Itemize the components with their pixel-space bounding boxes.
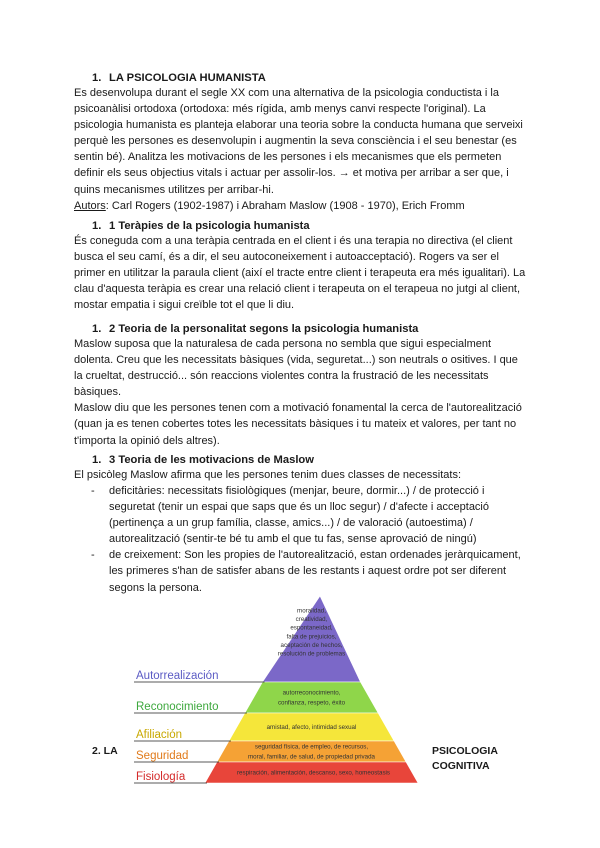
heading-number: 1.	[92, 72, 102, 84]
section-heading-cognitiva-left: 2. LA	[92, 745, 118, 757]
list-line: autorealització (sentir-te bé tu amb el que tu fas, sense aprovació de ningú)	[109, 533, 477, 546]
heading-number: 1.	[92, 454, 102, 466]
pyramid-band-text: respiración, alimentación, descanso, sexo, homeostasis	[236, 769, 391, 777]
para-line: Maslow diu que les persones tenen com a motivació fonamental la cerca de l'autorealització	[74, 402, 522, 415]
list-line: deficitàries: necessitats fisiològiques (menjar, beure, dormir...) / de protecció i	[109, 485, 485, 497]
pyramid-band-text: moral, familiar, de salud, de propiedad privada	[248, 753, 375, 761]
section-heading-cognitiva-right	[432, 744, 498, 774]
heading-title: LA PSICOLOGIA HUMANISTA	[109, 72, 266, 84]
bullet-dash: -	[91, 485, 95, 497]
pyramid-level-label: Fisiología	[136, 771, 186, 783]
para-line: clau d'aquesta teràpia es crear una relació client i terapeuta on el terapeua no jutgi al client,	[74, 283, 521, 296]
list-line: segons la persona.	[109, 581, 202, 594]
heading-title: 1 Teràpies de la psicologia humanista	[109, 220, 310, 232]
list-line: les primeres s'han de satisfer abans de les restants i aquest ordre pot ser diferent	[109, 565, 507, 578]
para-line: mostar empatia i sigui creïble tot el que li diu.	[74, 299, 295, 312]
pyramid-band-2	[245, 682, 378, 713]
heading-title: 2 Teoria de la personalitat segons la psicologia humanista	[109, 323, 419, 335]
para-line: Es desenvolupa durant el segle XX com una alternativa de la psicologia conductista i la	[74, 87, 499, 99]
bullet-dash: -	[91, 549, 95, 562]
pyramid-level-label: Seguridad	[136, 750, 189, 762]
para-line: És coneguda com a una teràpia centrada en el client i és una terapia no directiva (el client	[74, 235, 513, 247]
pyramid-band-text: amistad, afecto, intimidad sexual	[266, 724, 357, 731]
list-line: seguretat (tenir un espai que saps que és un lloc segur) / d'afecte i acceptació	[109, 501, 489, 514]
para-line: dolenta. Creu que les necessitats bàsiques (vida, seguretat...) son neutrals o ositives. I que	[74, 354, 518, 367]
pyramid-band-text: moralidad,	[297, 607, 326, 615]
para-line: bàsiques.	[74, 386, 122, 399]
heading-line: PSICOLOGIA	[432, 745, 498, 757]
para-line: Maslow suposa que la naturalesa de cada persona no sembla que sigui especialment	[74, 338, 492, 350]
para-line: sentin bé). Analitza les motivacions de les persones i els mecanismes que els permeten	[74, 151, 502, 164]
heading-number: 1.	[92, 220, 102, 232]
heading-line: COGNITIVA	[432, 760, 490, 772]
para-line: perquè les persones es desenvolupin i augmentin la seva consciència i el seu benestar (es	[74, 135, 517, 148]
para-line: quins mecanismes utilitzes per arribar-hi.	[74, 183, 274, 196]
pyramid-band-text: creatividad,	[295, 616, 328, 624]
list-line: de creixement: Son les propies de l'autorealització, estan ordenades jeràrquicament,	[109, 549, 521, 562]
pyramid-band-text: aceptación de hechos,	[280, 641, 343, 649]
para-line: definir els seus objectius vitals i actuar per assolir-los. → et motiva per arribar a ser que, i	[74, 167, 509, 180]
para-line: psicoanàlisi ortodoxa (ortodoxa: més rígida, amb menys canvi respecte l'original). La	[74, 103, 486, 116]
pyramid-level-label: Afiliación	[136, 729, 183, 741]
para-line: psicologia humanista es planteja elaborar una teoria sobre la conducta humana que serveixi	[74, 119, 523, 132]
para-line: (quan ja es tenen cobertes totes les necessitats bàsiques i tu mateix et valores, per tant no	[74, 418, 517, 431]
authors-text: : Carl Rogers (1902-1987) i Abraham Maslow (1908 - 1970), Erich Fromm	[105, 199, 465, 212]
list-line: (pertinença a un grup família, classe, amics...) / de valoració (autoestima) /	[109, 517, 473, 530]
pyramid-band-text: autorreconocimiento,	[282, 689, 341, 697]
pyramid-band-text: confianza, respeto, éxito	[277, 699, 346, 707]
heading-number: 1.	[92, 323, 102, 335]
para-line: busca el seu camí, és a dir, el seu autoconeixement i autoacceptació). Rogers va ser el	[74, 251, 499, 264]
pyramid-level-label: Autorrealización	[136, 670, 219, 682]
authors-label: Autors	[74, 199, 106, 212]
para-line: El psicòleg Maslow afirma que les persones tenim dues classes de necessitats:	[74, 469, 462, 481]
pyramid-level-label: Reconocimiento	[136, 701, 219, 713]
pyramid-band-text: falta de prejuicios,	[286, 633, 337, 641]
para-line: t'importa la opinió dels altres).	[74, 434, 220, 447]
pyramid-band-text: espontaneidad,	[290, 624, 333, 632]
pyramid-band-text: resolución de problemas	[277, 650, 346, 658]
heading-title: 3 Teoria de les motivacions de Maslow	[109, 454, 314, 466]
pyramid-band-text: seguridad física, de empleo, de recursos,	[254, 743, 369, 751]
para-line: la crueltat, destrucció... són reaccions violentes contra la frustració de les necessitats	[74, 370, 489, 383]
para-line: primer en utilitzar la paraula client (així el tracte entre client i terapeuta era més igualitari). La	[74, 267, 526, 280]
